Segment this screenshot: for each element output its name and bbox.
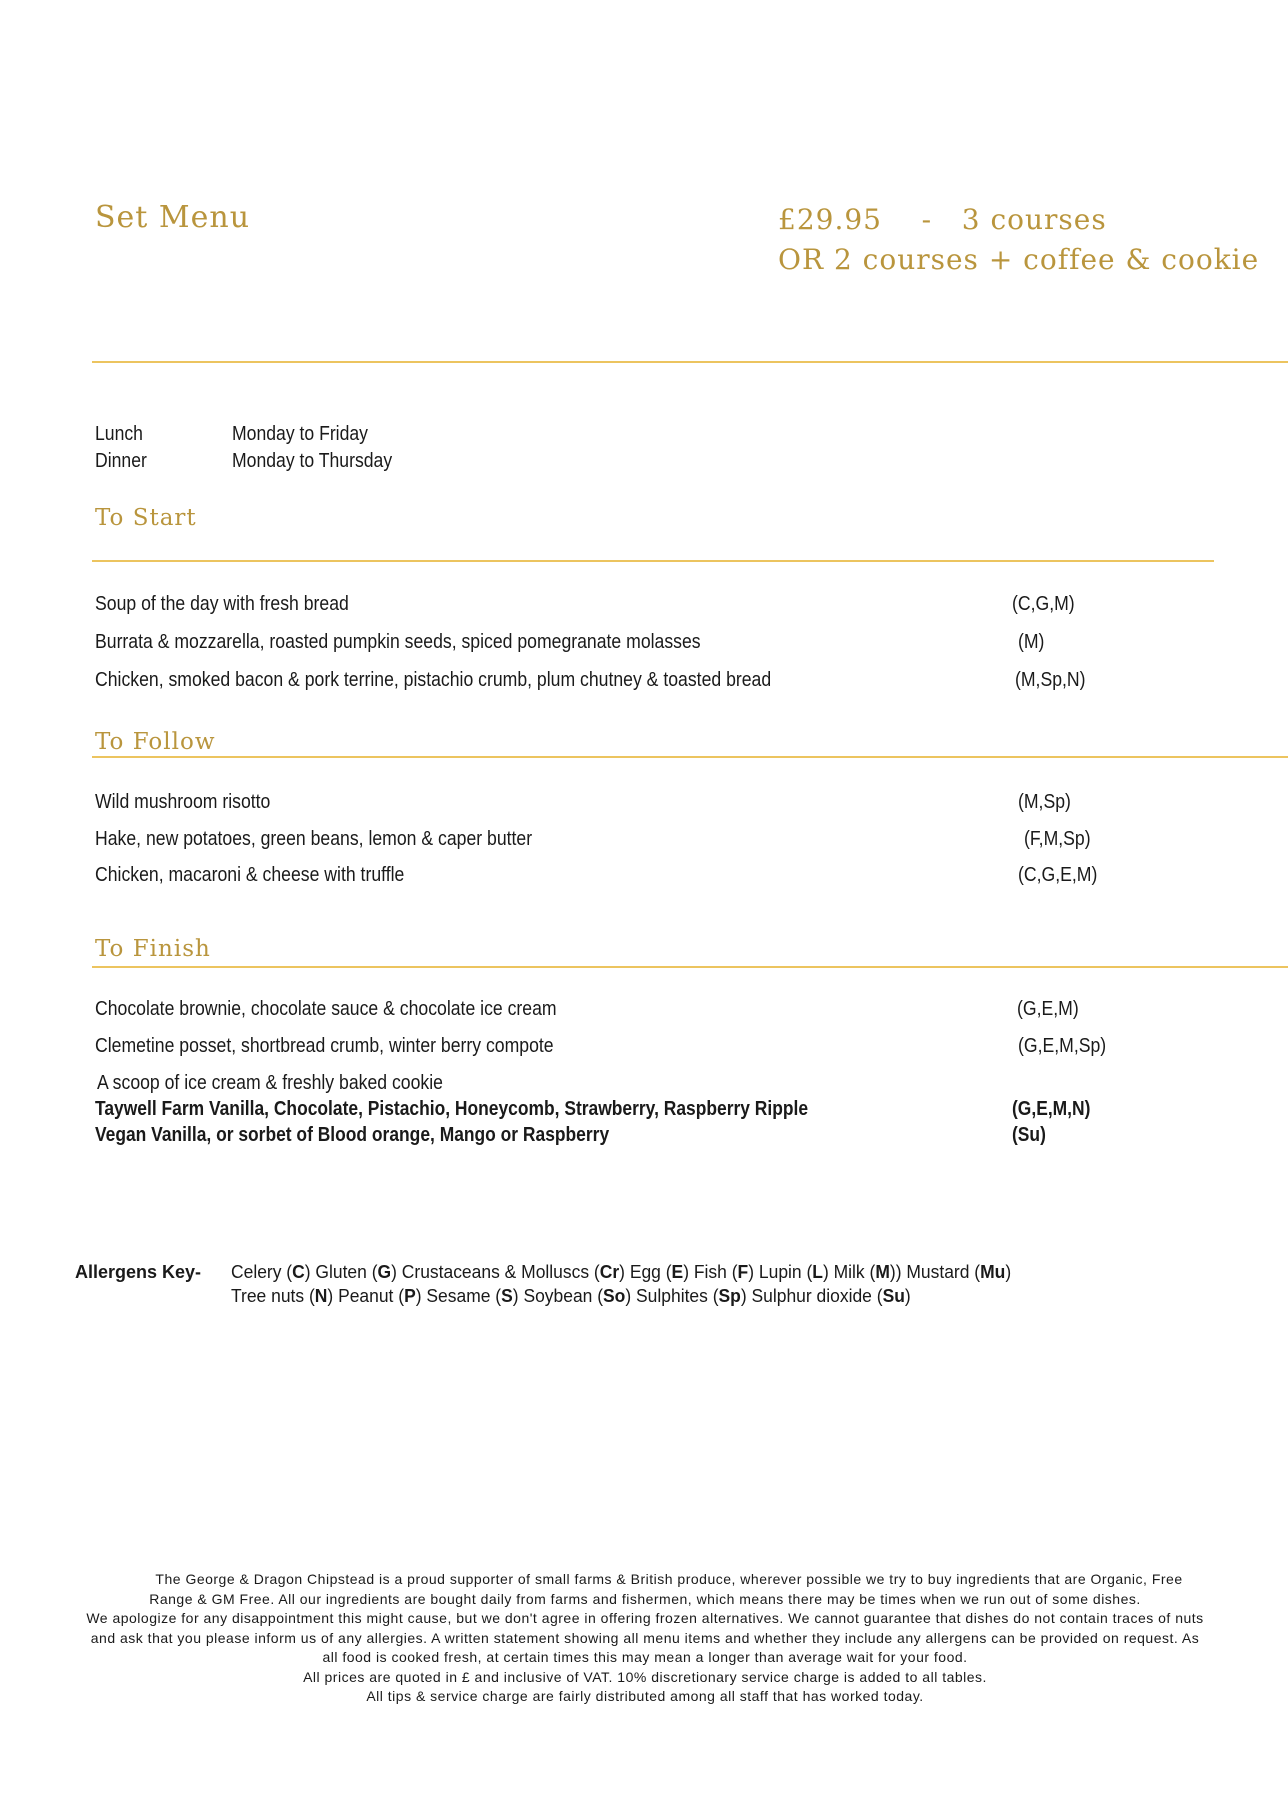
menu-item-allergens: (M,Sp): [1018, 790, 1071, 813]
allergen-close: ): [415, 1286, 422, 1306]
hours-lunch-value: Monday to Friday: [232, 423, 368, 445]
allergen-code: Sp: [718, 1286, 741, 1306]
allergen-code: Cr: [599, 1262, 620, 1282]
allergen-name: Sulphur dioxide (: [746, 1286, 883, 1306]
allergen-name: Peanut (: [333, 1286, 405, 1306]
footer-line: Range & GM Free. All our ingredients are bought daily from farms and fishermen, which means there may be times when we run out of some dishes.: [149, 1590, 1141, 1607]
section-divider-start: [92, 560, 1214, 562]
allergen-code: Su: [882, 1286, 905, 1306]
allergen-close: ): [748, 1262, 755, 1282]
section-divider-finish: [92, 966, 1288, 968]
allergen-name: Gluten (: [310, 1262, 378, 1282]
footer-line: all food is cooked fresh, at certain times this may mean a longer than average wait for your food.: [322, 1649, 968, 1665]
menu-item: Soup of the day with fresh bread: [95, 592, 349, 615]
allergen-name: Sesame (: [421, 1286, 502, 1306]
allergen-code: P: [404, 1286, 416, 1306]
footer-line: The George & Dragon Chipstead is a proud supporter of small farms & British produce, wherever possible we try to buy ingredients that are Organic, Free: [107, 1571, 1183, 1587]
footer-line: and ask that you please inform us of any allergies. A written statement showing all menu items and whether they include any allergens can be provided on request. As: [90, 1629, 1200, 1646]
section-divider-follow: [92, 756, 1288, 758]
allergens-key-line: [231, 1286, 911, 1307]
hours-lunch-label: Lunch: [95, 423, 143, 445]
menu-item: Burrata & mozzarella, roasted pumpkin seeds, spiced pomegranate molasses: [95, 630, 701, 653]
allergen-name: Celery (: [231, 1262, 293, 1282]
hours-dinner-value: Monday to Thursday: [232, 450, 393, 472]
vegan-sorbet-allergens: (Su): [1012, 1123, 1046, 1146]
allergen-name: Egg (: [624, 1262, 672, 1282]
hours-dinner-label: Dinner: [95, 450, 147, 472]
section-title-finish: To Finish: [95, 936, 211, 962]
header-divider: [92, 361, 1288, 363]
option-line: OR 2 courses + coffee & cookie: [778, 243, 1260, 276]
allergen-name: Soybean (: [518, 1286, 604, 1306]
allergen-close: ): [822, 1262, 829, 1282]
allergen-name: Tree nuts (: [231, 1286, 315, 1306]
footer-notice: [60, 1570, 1230, 1707]
price-info: [778, 200, 1259, 280]
section-title-start: To Start: [95, 505, 197, 531]
allergen-close: ): [683, 1262, 690, 1282]
allergen-name: Milk (: [828, 1262, 876, 1282]
allergen-code: M: [875, 1262, 890, 1282]
menu-item: Chicken, macaroni & cheese with truffle: [95, 863, 405, 886]
allergen-code: So: [603, 1286, 626, 1306]
menu-item-allergens: (M): [1018, 630, 1045, 653]
allergen-close: ): [304, 1262, 311, 1282]
footer-line: All tips & service charge are fairly distributed among all staff that has worked today.: [366, 1688, 924, 1704]
footer-line: We apologize for any disappointment this might cause, but we don't agree in offering frozen alternatives. We cannot guarantee that dishes do not contain traces of nuts: [86, 1610, 1204, 1626]
price-line: £29.95 - 3 courses: [778, 203, 1107, 236]
allergen-close: ): [625, 1286, 632, 1306]
ice-cream-allergens: (G,E,M,N): [1012, 1097, 1091, 1120]
allergen-code: G: [377, 1262, 392, 1282]
menu-item: Chocolate brownie, chocolate sauce & chocolate ice cream: [95, 997, 557, 1020]
menu-item-allergens: (G,E,M,Sp): [1018, 1034, 1107, 1057]
allergen-name: Fish (: [689, 1262, 738, 1282]
menu-item: Hake, new potatoes, green beans, lemon & caper butter: [95, 827, 533, 850]
allergen-name: Lupin (: [754, 1262, 813, 1282]
ice-cream-intro: A scoop of ice cream & freshly baked cookie: [97, 1071, 443, 1094]
menu-item-allergens: (F,M,Sp): [1024, 827, 1091, 850]
menu-item-allergens: (C,G,M): [1012, 592, 1075, 615]
allergen-code: E: [671, 1262, 684, 1282]
allergen-code: S: [501, 1286, 513, 1306]
allergen-code: C: [292, 1262, 305, 1282]
allergen-close: ): [1005, 1262, 1012, 1282]
footer-line: All prices are quoted in £ and inclusive of VAT. 10% discretionary service charge is added to all tables.: [303, 1668, 987, 1685]
allergen-close: ): [904, 1286, 911, 1306]
allergen-close: ): [512, 1286, 519, 1306]
allergen-code: Mu: [980, 1262, 1006, 1282]
allergen-close: ): [327, 1286, 334, 1306]
allergen-name: Mustard (: [901, 1262, 981, 1282]
allergen-close: ): [740, 1286, 747, 1306]
allergen-name: Sulphites (: [631, 1286, 719, 1306]
ice-cream-flavours: Taywell Farm Vanilla, Chocolate, Pistachio, Honeycomb, Strawberry, Raspberry Ripple: [95, 1097, 809, 1120]
page-title: Set Menu: [95, 200, 251, 235]
menu-item-allergens: (C,G,E,M): [1018, 863, 1098, 886]
allergen-code: L: [812, 1262, 823, 1282]
menu-item-allergens: (G,E,M): [1017, 997, 1079, 1020]
allergens-key-label: Allergens Key-: [75, 1262, 202, 1282]
menu-item: Wild mushroom risotto: [95, 790, 271, 813]
allergen-close: ): [391, 1262, 397, 1282]
menu-item: Clemetine posset, shortbread crumb, winter berry compote: [95, 1034, 554, 1057]
allergens-key-line: [231, 1262, 1011, 1283]
allergen-code: N: [314, 1286, 328, 1306]
menu-item: Chicken, smoked bacon & pork terrine, pistachio crumb, plum chutney & toasted bread: [95, 668, 772, 691]
allergen-code: F: [737, 1262, 749, 1282]
allergen-name: Crustaceans & Molluscs (: [396, 1262, 600, 1282]
menu-item-allergens: (M,Sp,N): [1015, 668, 1086, 691]
allergen-close: ): [619, 1262, 625, 1282]
vegan-sorbet-flavours: Vegan Vanilla, or sorbet of Blood orange, Mango or Raspberry: [95, 1123, 610, 1146]
allergen-close: )): [889, 1262, 902, 1282]
section-title-follow: To Follow: [95, 729, 216, 755]
